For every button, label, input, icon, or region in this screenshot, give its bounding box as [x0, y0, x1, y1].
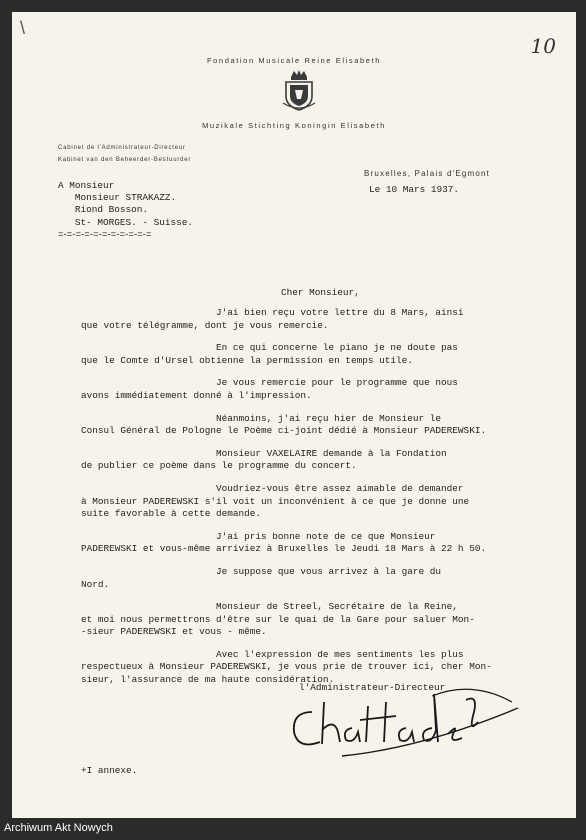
handwritten-signature	[282, 672, 522, 762]
page-number-handwritten: 10	[530, 34, 556, 58]
letter-body	[81, 307, 561, 697]
archive-watermark: Archiwum Akt Nowych	[4, 822, 113, 834]
cabinet-dutch: Kabinet van den Beheerder-Bestuurder	[58, 157, 192, 163]
paragraph: Avec l'expression de mes sentiments les plus respectueux à Monsieur PADEREWSKI, je vous prie de trouver ici, cher Mon- sieur, l'assurance de ma haute considération.	[81, 648, 492, 686]
letterhead-french: Fondation Musicale Reine Elisabeth	[206, 56, 382, 65]
paragraph: Monsieur de Streel, Secrétaire de la Reine, et moi nous permettrons d'être sur le quai de la Gare pour saluer Mon- -sieur PADEREWSKI et vous - même.	[81, 601, 475, 638]
address-underline: =-=-=-=-=-=-=-=-=-=-=	[58, 229, 151, 240]
margin-mark-left: \	[20, 18, 26, 38]
letter-page	[12, 12, 576, 818]
paragraph: Néanmoins, j'ai reçu hier de Monsieur le Consul Général de Pologne le Poème ci-joint dédié à Monsieur PADEREWSKI.	[81, 412, 487, 437]
recipient-address	[58, 180, 193, 241]
paragraph: Je vous remercie pour le programme que nous avons immédiatement donné à l'impression.	[81, 377, 458, 401]
paragraph: Voudriez-vous être assez aimable de demander à Monsieur PADEREWSKI s'il voit un inconvénient à ce que je donne une suite favorable à cette demande.	[81, 482, 470, 520]
salutation: Cher Monsieur,	[281, 287, 360, 298]
paragraph: J'ai bien reçu votre lettre du 8 Mars, ainsi que votre télégramme, dont je vous remercie.	[81, 307, 464, 331]
paragraph: En ce qui concerne le piano je ne doute pas que le Comte d'Ursel obtienne la permission en temps utile.	[81, 342, 458, 366]
royal-crest-icon	[282, 69, 316, 113]
closing-title: l'Administrateur-Directeur	[299, 682, 446, 693]
address-line: A Monsieur	[58, 180, 115, 191]
letter-date: Le 10 Mars 1937.	[369, 184, 460, 195]
paragraph: J'ai pris bonne note de ce que Monsieur PADEREWSKI et vous-même arriviez à Bruxelles le Jeudi 18 Mars à 22 h 50.	[81, 530, 487, 555]
cabinet-french: Cabinet de l'Administrateur-Directeur	[58, 145, 186, 151]
address-line: St- MORGES. - Suisse.	[58, 216, 194, 228]
annex-note: +I annexe.	[81, 765, 138, 776]
address-line: Monsieur STRAKAZZ.	[58, 192, 177, 204]
letterhead-dutch: Muzikale Stichting Koningin Elisabeth	[202, 121, 386, 130]
paragraph: Monsieur VAXELAIRE demande à la Fondation de publier ce poème dans le programme du concert.	[81, 447, 447, 472]
address-line: Riond Bosson.	[58, 204, 149, 216]
paragraph: Je suppose que vous arrivez à la gare du Nord.	[81, 565, 442, 590]
letterhead-place: Bruxelles, Palais d'Egmont	[364, 169, 491, 178]
